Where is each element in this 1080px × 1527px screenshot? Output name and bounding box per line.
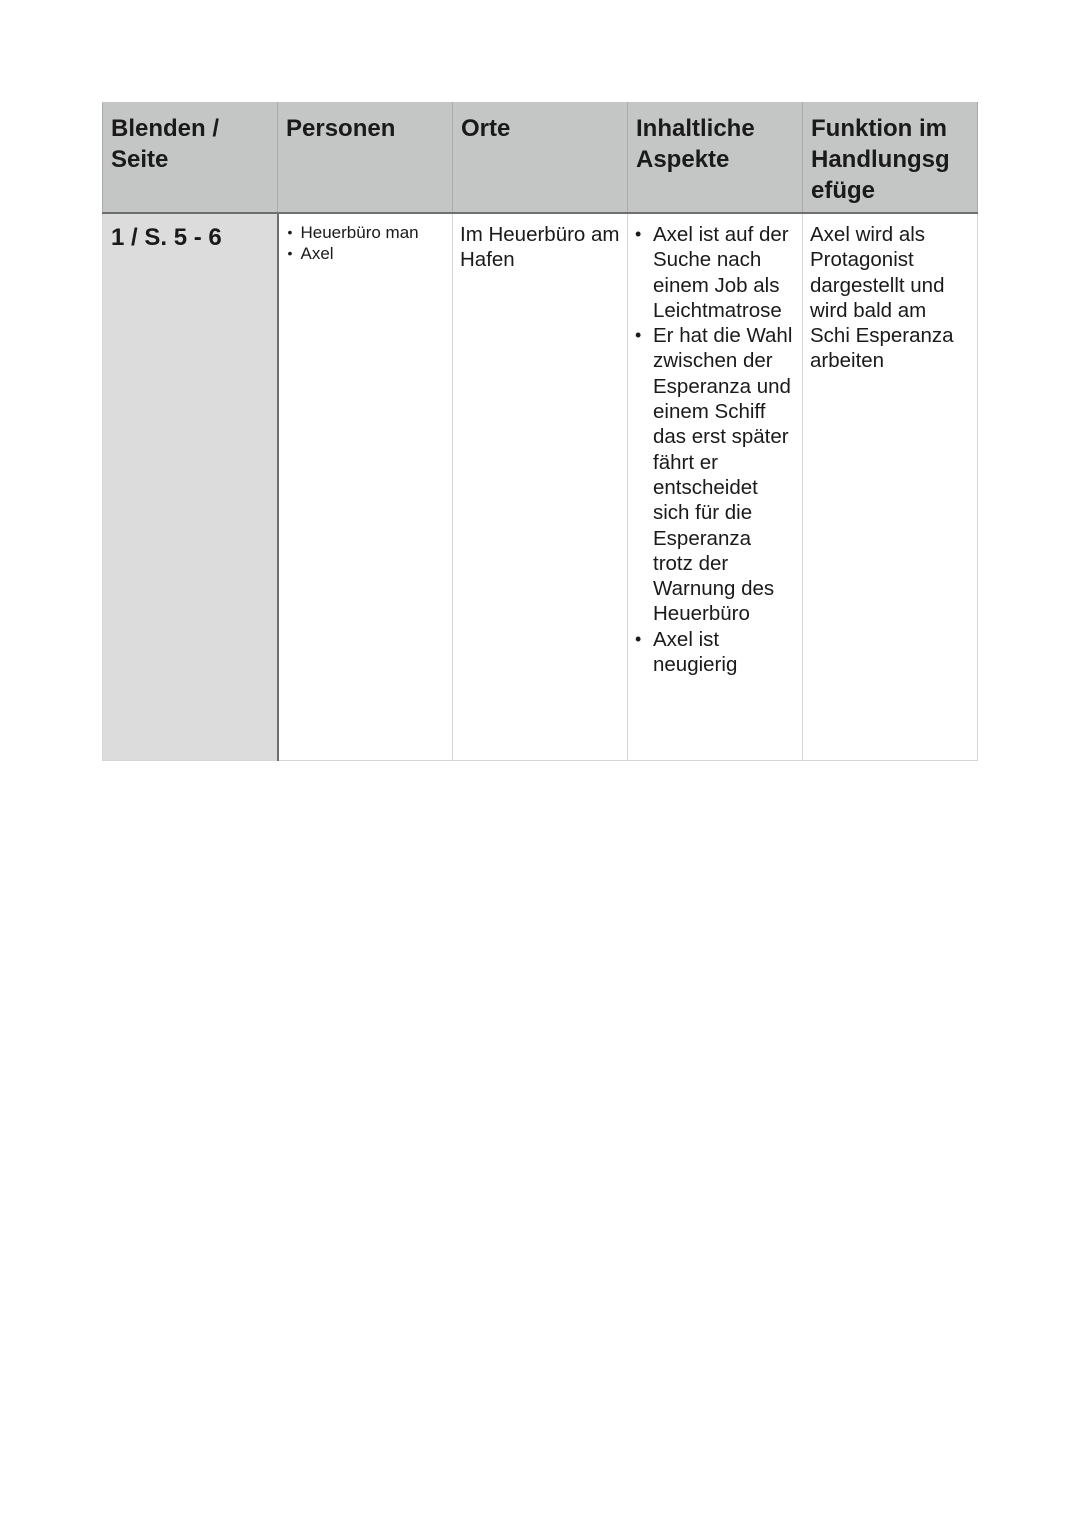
- orte-text: Im Heuerbüro am Hafen: [460, 223, 620, 272]
- list-item: • Axel ist neugierig: [635, 627, 795, 678]
- cell-orte: [453, 213, 628, 761]
- aspekte-list: [635, 222, 795, 677]
- funktion-text: Axel wird als Protagonist dargestellt und wird bald am Schi Esperanza arbeiten: [810, 223, 954, 373]
- header-personen: Personen: [278, 103, 453, 214]
- header-blenden-seite: Blenden / Seite: [103, 103, 278, 214]
- cell-blende: 1 / S. 5 - 6: [103, 213, 278, 761]
- header-inhaltliche-aspekte: Inhaltliche Aspekte: [628, 103, 803, 214]
- personen-list: [286, 222, 446, 264]
- header-orte: Orte: [453, 103, 628, 214]
- table-row: [103, 213, 978, 761]
- header-funktion: Funktion im Handlungsg efüge: [803, 103, 978, 214]
- list-item: • Er hat die Wahl zwischen der Esperanza und einem Schiff das erst später fährt er entscheidet sich für die Esperanza trotz der Warnung des Heuerbüro: [635, 323, 795, 627]
- cell-funktion: [803, 213, 978, 761]
- header-row: [103, 103, 978, 214]
- list-item: • Axel: [286, 243, 446, 264]
- analysis-table: [102, 102, 978, 761]
- table-header: [103, 103, 978, 214]
- list-item: • Heuerbüro man: [286, 222, 446, 243]
- list-item: • Axel ist auf der Suche nach einem Job als Leichtmatrose: [635, 222, 795, 323]
- table-body: [103, 213, 978, 761]
- cell-aspekte: [628, 213, 803, 761]
- cell-personen: [278, 213, 453, 761]
